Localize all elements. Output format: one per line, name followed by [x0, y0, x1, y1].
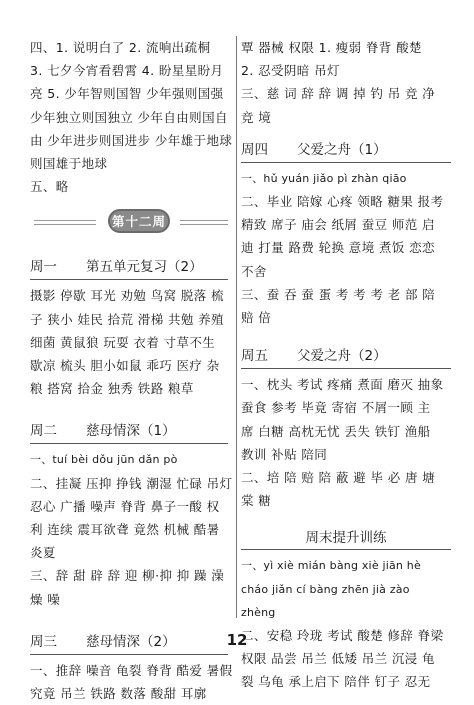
week-badge-label: 第十二周	[111, 214, 166, 230]
section-header-thursday	[241, 131, 451, 163]
answer-line: 三、蚕 吞 蚕 蛋 考 考 考 老 部 陪	[241, 286, 436, 302]
answer-line: 二、培 陪 赔 陪 蔽 避 毕 必 唐 塘	[241, 470, 436, 486]
section-title: 周末提升训练	[305, 530, 387, 547]
pinyin-line: 一、tuí bèi dǒu jūn dǎn pò	[30, 453, 178, 467]
answer-line: 炎夏	[30, 545, 56, 561]
section-day: 周五	[241, 348, 268, 365]
section-body-wednesday	[30, 659, 233, 705]
banner-rule-left	[34, 220, 96, 221]
answer-line: 摄影 停歇 耳光 劝勉 鸟窝 脱落 梳	[30, 288, 224, 304]
answer-line: 四、1. 说明白了 2. 流响出疏桐	[30, 40, 211, 55]
answer-line: 燥 噪	[30, 591, 61, 607]
answer-line: 不舍	[241, 263, 267, 279]
section-day: 周四	[241, 141, 268, 158]
answer-line: 二、挂凝 压抑 挣钱 潮湿 忙碌 吊灯	[30, 475, 233, 491]
header-rule	[30, 654, 228, 655]
answer-line: 二、毕业 陪嫁 心疼 领略 糖果 报考	[241, 194, 444, 210]
pinyin-line: 一、hǔ yuán jiǎo pì zhàn qiāo	[241, 171, 407, 185]
section-header-tuesday	[30, 412, 228, 444]
answer-line: 一、推辞 噪音 龟裂 脊背 酷爱 暑假	[30, 662, 233, 678]
banner-rule-right-2	[180, 224, 228, 225]
answer-line: 覃 器械 权限 1. 瘦弱 脊背 酸楚	[241, 40, 422, 55]
page-number: 12	[226, 631, 248, 649]
section-body-tuesday	[30, 448, 233, 610]
answer-line: 精致 席子 庙会 纸屑 蚕豆 师范 启	[241, 217, 435, 233]
header-rule	[241, 162, 451, 163]
right-column	[241, 36, 451, 694]
answer-line: 赔 倍	[241, 310, 272, 326]
answer-line: 少年独立则国独立 少年自由则国自	[30, 109, 228, 125]
answer-line: 3. 七夕今宵看碧霄 4. 盼星星盼月	[30, 63, 224, 79]
section-title: 慈母情深（1）	[86, 423, 176, 440]
answer-line: 蚕食 参考 毕竟 寄宿 不屑一顾 主	[241, 400, 431, 416]
section-day: 周二	[30, 423, 57, 440]
section-header-monday	[30, 248, 228, 280]
pinyin-line: 一、yì xiè mián bàng xiè jiān hè	[241, 559, 421, 573]
answer-line: 细菌 黄鼠狼 玩耍 衣着 寸草不生	[30, 334, 216, 350]
column-divider	[236, 36, 237, 618]
answer-line: 亮 5. 少年智则国智 少年强则国强	[30, 86, 224, 102]
section-title: 父爱之舟（2）	[297, 348, 387, 365]
week-banner	[30, 204, 228, 244]
banner-rule-right	[180, 220, 228, 221]
answer-line: 权限 品尝 吊兰 低矮 吊兰 沉浸 龟	[241, 651, 435, 667]
section-title: 第五单元复习（2）	[86, 259, 203, 276]
section-day: 周三	[30, 633, 57, 650]
answer-line: 裂 乌龟 承上启下 陪伴 钉子 忍无	[241, 674, 431, 690]
answer-line: 2. 忍受阴暗 吊灯	[241, 63, 340, 79]
section-title: 父爱之舟（1）	[297, 141, 387, 158]
answer-line: 五、略	[30, 179, 69, 195]
left-column	[30, 36, 233, 705]
header-rule	[30, 443, 228, 444]
answer-line: 竞 境	[241, 109, 272, 125]
answer-line: 则国雄于地球	[30, 156, 108, 172]
banner-rule-left-2	[34, 224, 96, 225]
section-title: 慈母情深（2）	[86, 633, 176, 650]
answer-line: 三、慈 词 辞 辞 调 掉 钓 吊 竞 净	[241, 86, 436, 102]
answer-line: 三、辞 甜 辟 辞 迎 柳·抑 抑 躁 澡	[30, 568, 225, 584]
header-rule	[241, 368, 451, 369]
header-rule	[241, 549, 451, 550]
section-day: 周一	[30, 259, 57, 276]
section-header-friday	[241, 337, 451, 369]
answer-line: 利 连续 震耳欲聋 竟然 机械 酷暑	[30, 522, 220, 538]
week-badge	[108, 209, 170, 233]
answer-block-top-right	[241, 36, 451, 129]
answer-line: 二、安稳 玲珑 考试 酸楚 修辞 脊梁	[241, 628, 444, 644]
answer-line: 忍心 广播 噪声 脊背 鼻子一酸 权	[30, 498, 220, 514]
section-body-thursday	[241, 167, 451, 329]
section-body-friday	[241, 373, 451, 512]
answer-line: 粮 搭窝 拾金 独秀 铁路 粮草	[30, 381, 194, 397]
answer-line: 教训 补贴 陪同	[241, 446, 328, 462]
answer-block-top-left	[30, 36, 233, 198]
answer-line: 子 狭小 娃民 拾荒 滑梯 共勉 养殖	[30, 311, 224, 327]
pinyin-line: cháo jiǎn cí bàng zhēn jià zào	[241, 582, 410, 596]
answer-line: 棠 糖	[241, 493, 272, 509]
section-header-weekend	[241, 520, 451, 550]
section-body-weekend	[241, 554, 451, 693]
answer-line: 一、枕头 考试 疼痛 煮面 磨灭 抽象	[241, 377, 444, 393]
answer-line: 席 白糖 高枕无忧 丢失 铁钉 渔船	[241, 423, 431, 439]
answer-line: 迪 打量 路费 轮换 意境 煮饭 恋恋	[241, 240, 435, 256]
answer-line: 由 少年进步则国进步 少年雄于地球	[30, 132, 233, 148]
answer-line: 歇凉 梳头 胆小如鼠 乖巧 医疗 杂	[30, 358, 220, 374]
header-rule	[30, 279, 228, 280]
section-body-monday	[30, 284, 228, 400]
pinyin-line: zhèng	[241, 605, 276, 619]
answer-line: 究竟 吊兰 铁路 数落 酸甜 耳廓	[30, 686, 207, 702]
